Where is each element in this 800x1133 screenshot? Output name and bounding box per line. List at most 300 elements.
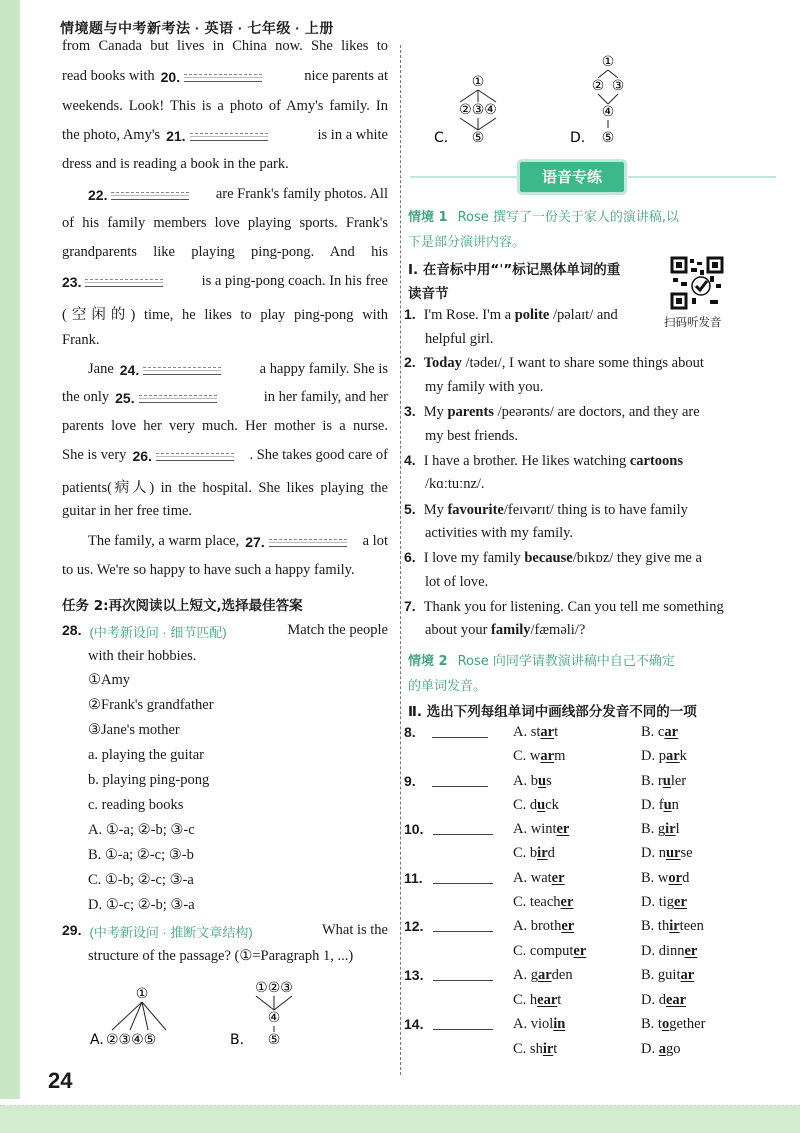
word-suffix: m	[554, 748, 566, 764]
text-line	[408, 675, 486, 694]
structure-diagram-d	[570, 54, 624, 146]
diagram-d-node-1: ①	[601, 54, 615, 70]
word-prefix: D. d	[641, 992, 666, 1008]
hobby-item: c. reading books	[88, 797, 184, 813]
answer-option-text: C. ①-b; ②-c; ③-a	[88, 872, 194, 888]
passage-text: (空闲的) time, he likes to play ping-pong with	[62, 307, 388, 323]
answer-blank[interactable]	[432, 727, 488, 738]
stressed-word: because	[524, 550, 573, 566]
passage-line	[62, 303, 388, 324]
answer-option[interactable]	[88, 897, 195, 914]
hobby-item: b. playing ping-pong	[88, 772, 210, 788]
word-suffix: gether	[669, 1016, 706, 1032]
passage-text: She is very	[62, 447, 127, 463]
passage-text: grandparents like playing ping-pong. And his	[62, 244, 388, 260]
text-line	[404, 918, 493, 934]
section-banner: 语音专练	[520, 162, 624, 192]
item-number: 4.	[404, 452, 416, 468]
word-suffix: go	[665, 1041, 681, 1057]
diagram-b-middle: ④	[267, 1010, 281, 1026]
word-option[interactable]	[641, 943, 697, 960]
word-suffix: l	[675, 821, 680, 837]
answer-option-text: B. ①-a; ②-c; ③-b	[88, 847, 194, 863]
passage-line	[62, 244, 388, 261]
text-line	[404, 967, 493, 983]
diagram-c-bottom: ⑤	[471, 130, 485, 146]
column-divider	[400, 45, 401, 1075]
question-text: What is the	[321, 922, 388, 938]
word-prefix: A. wint	[513, 821, 557, 837]
situation-text: Rose 撰写了一份关于家人的演讲稿,以	[457, 210, 680, 225]
diagram-d-node-5: ⑤	[601, 130, 615, 146]
text-line	[88, 697, 214, 714]
person-item: ③Jane's mother	[88, 722, 180, 738]
underlined-letters: er	[561, 918, 575, 934]
word-option[interactable]	[513, 967, 573, 984]
diagram-a-node-1: ①	[135, 986, 149, 1002]
structure-diagram-a	[90, 986, 166, 1048]
situation-label: 情境 1	[408, 210, 448, 225]
word-option[interactable]	[641, 918, 704, 935]
person-item: ②Frank's grandfather	[88, 697, 214, 713]
word-prefix: B. c	[641, 724, 665, 740]
answer-option[interactable]	[88, 822, 195, 839]
stressed-word: cartoons	[629, 453, 684, 469]
word-option[interactable]	[513, 1041, 557, 1058]
passage-text: dress and is reading a book in the park.	[62, 156, 289, 172]
word-option[interactable]	[513, 821, 569, 838]
underlined-letters: ear	[665, 992, 687, 1008]
structure-diagram-c	[434, 74, 497, 146]
underlined-letters: ur	[665, 845, 681, 861]
underlined-letters: er	[573, 943, 587, 959]
text-line	[425, 379, 543, 396]
item-number: 13.	[404, 967, 424, 983]
phonetic-item	[404, 501, 688, 519]
answer-blank[interactable]	[143, 364, 221, 375]
option-d-label: D.	[570, 130, 586, 146]
passage-text: the photo, Amy's	[62, 127, 161, 143]
word-option[interactable]	[641, 992, 686, 1009]
word-option[interactable]	[641, 894, 687, 911]
underlined-letters: o	[661, 1016, 670, 1032]
blank-number: 21.	[166, 127, 186, 144]
word-option[interactable]	[641, 773, 686, 790]
word-prefix: C. teach	[513, 894, 561, 910]
item-text-post: /tədeɪ/, I want to share some things about	[461, 355, 704, 371]
underlined-letters: er	[674, 894, 687, 910]
underlined-letters: u	[663, 797, 672, 813]
passage-line	[62, 447, 388, 464]
passage-line	[62, 38, 388, 55]
text-line	[62, 622, 388, 641]
question-tag-text: 中考新设问 · 推断文章结构	[93, 925, 249, 940]
option-b-label: B.	[230, 1032, 245, 1048]
underlined-letters: in	[553, 1016, 566, 1032]
passage-line	[62, 476, 388, 497]
text-line	[88, 722, 180, 739]
word-suffix: n	[671, 797, 679, 813]
word-prefix: D. n	[641, 845, 666, 861]
answer-blank[interactable]	[433, 1019, 493, 1030]
word-prefix: B. r	[641, 773, 663, 789]
item-text	[424, 599, 724, 615]
part-title: 读音节	[408, 286, 449, 302]
underlined-letters: ar	[537, 967, 552, 983]
blank-number: 24.	[119, 361, 140, 378]
underlined-letters: ir	[665, 821, 676, 837]
passage-text: parents love her very much. Her mother is a nurse.	[62, 418, 388, 434]
word-prefix: C. comput	[513, 943, 574, 959]
word-prefix: C. b	[513, 845, 538, 861]
text-line	[425, 428, 518, 445]
word-prefix: D. dinn	[641, 943, 685, 959]
blank-number: 27.	[245, 533, 265, 550]
passage-line	[62, 418, 388, 435]
phonetic-item	[404, 452, 683, 470]
underlined-letters: a	[658, 1041, 666, 1057]
blank-number: 25.	[115, 389, 135, 406]
word-option[interactable]	[513, 724, 558, 741]
word-option[interactable]	[641, 967, 694, 984]
text-line	[425, 331, 493, 348]
word-option[interactable]	[641, 724, 678, 741]
phonetic-item	[404, 403, 700, 421]
word-suffix: teen	[679, 918, 704, 934]
passage-line	[88, 186, 388, 203]
answer-blank[interactable]	[432, 776, 488, 787]
blank-number: 20.	[160, 68, 181, 85]
page-footer-band	[0, 1099, 800, 1133]
underlined-letters: u	[537, 797, 546, 813]
passage-text: is in a white	[317, 127, 388, 143]
underlined-letters: ear	[537, 992, 558, 1008]
word-suffix: t	[553, 1041, 558, 1057]
word-prefix: C. sh	[513, 1041, 543, 1057]
item-text-pre: My	[423, 404, 448, 420]
item-text	[424, 453, 683, 469]
qr-caption: 扫码听发音	[664, 315, 722, 329]
word-prefix: A. viol	[513, 1016, 554, 1032]
text-line	[408, 231, 525, 250]
passage-line	[88, 361, 388, 378]
banner-rule-left	[410, 176, 518, 178]
underlined-letters: er	[551, 870, 565, 886]
word-suffix: s	[546, 773, 552, 789]
passage-text: patients(病人) in the hospital. She likes playing the	[62, 480, 388, 496]
word-option[interactable]	[513, 870, 565, 887]
text-line	[88, 747, 204, 764]
question-text: Match the people	[287, 622, 388, 638]
passage-text: to us. We're so happy to have such a happy family.	[62, 562, 355, 578]
word-prefix: B. guit	[641, 967, 681, 983]
text-line	[404, 1016, 493, 1032]
passage-line	[62, 503, 388, 520]
diagram-c-top: ①	[471, 74, 485, 90]
word-prefix: A. st	[513, 724, 541, 740]
question-tag: (中考新设问 · 推断文章结构)	[89, 925, 253, 940]
word-suffix: t	[554, 724, 559, 740]
hobby-item: a. playing the guitar	[88, 747, 204, 763]
answer-blank[interactable]	[111, 189, 189, 200]
word-prefix: D.	[641, 1041, 659, 1057]
item-number: 14.	[404, 1016, 424, 1032]
stressed-word: favourite	[447, 502, 504, 518]
stressed-word: Today	[423, 355, 462, 371]
blank-number: 26.	[132, 447, 152, 464]
word-option[interactable]	[641, 845, 693, 862]
word-option[interactable]	[513, 773, 552, 790]
item-number: 6.	[404, 549, 416, 565]
underlined-letters: er	[560, 894, 574, 910]
underlined-letters: ir	[537, 845, 548, 861]
underlined-letters: ir	[669, 918, 680, 934]
item-text-pre: Thank you for listening. Can you tell me something	[423, 599, 724, 615]
word-option[interactable]	[641, 821, 680, 838]
item-number: 9.	[404, 773, 416, 789]
underlined-letters: ar	[680, 967, 695, 983]
page-header: 情境题与中考新考法 · 英语 · 七年级 · 上册	[60, 20, 334, 36]
text-line	[408, 650, 776, 669]
word-prefix: C. d	[513, 797, 538, 813]
word-prefix: C. h	[513, 992, 538, 1008]
question-text: with their hobbies.	[88, 648, 197, 664]
word-option[interactable]	[641, 870, 689, 887]
question-number: 29.	[62, 922, 82, 938]
passage-line	[62, 332, 388, 349]
text-line	[88, 648, 196, 665]
passage-line	[62, 68, 388, 85]
passage-text: read books with	[62, 68, 155, 84]
item-number: 8.	[404, 724, 416, 740]
word-prefix: D. tig	[641, 894, 675, 910]
passage-text: . She takes good care of	[249, 447, 388, 463]
underlined-letters: ir	[542, 1041, 554, 1057]
diagram-d-node-3: ③	[611, 78, 625, 94]
text-line	[425, 476, 485, 493]
word-prefix: B. t	[641, 1016, 662, 1032]
item-text-pre: I have a brother. He likes watching	[423, 453, 630, 469]
item-text-pre: My	[423, 502, 448, 518]
passage-text: in her family, and her	[263, 389, 388, 405]
blank-number: 23.	[62, 273, 82, 290]
text-line	[404, 821, 493, 837]
item-text-line2: lot of love.	[425, 574, 489, 590]
word-suffix: ler	[670, 773, 687, 789]
item-text-post: /peərənts/ are doctors, and they are	[493, 404, 700, 420]
qr-code-icon[interactable]	[670, 256, 724, 310]
part-title: Ⅱ. 选出下列每组单词中画线部分发音不同的一项	[408, 704, 697, 720]
diagram-d-node-2: ②	[591, 78, 605, 94]
item-number: 1.	[404, 306, 416, 322]
phonetic-item	[404, 598, 724, 616]
stressed-word: family	[491, 622, 531, 638]
passage-text: guitar in her free time.	[62, 503, 193, 519]
structure-diagram-b	[230, 980, 293, 1048]
word-prefix: A. b	[513, 773, 538, 789]
answer-blank[interactable]	[156, 450, 234, 461]
item-text	[424, 355, 704, 371]
answer-blank[interactable]	[139, 392, 217, 403]
underlined-letters: ar	[540, 748, 555, 764]
word-option[interactable]	[641, 797, 679, 814]
word-option[interactable]	[513, 1016, 565, 1033]
answer-blank[interactable]	[184, 71, 262, 82]
word-option[interactable]	[513, 918, 574, 935]
word-prefix: D. p	[641, 748, 666, 764]
word-option[interactable]	[641, 1016, 705, 1033]
word-suffix: den	[551, 967, 573, 983]
word-option[interactable]	[513, 992, 561, 1009]
answer-blank[interactable]	[433, 970, 493, 981]
answer-blank[interactable]	[269, 536, 347, 547]
item-text-post: /pəlaɪt/ and	[549, 307, 618, 323]
answer-option-text: D. ①-c; ②-b; ③-a	[88, 897, 195, 913]
passage-line	[88, 533, 388, 550]
text-line	[408, 282, 449, 303]
item-text-post: /feɪvərɪt/ thing is to have family	[503, 502, 688, 518]
word-prefix: B. w	[641, 870, 669, 886]
structure-diagrams-cd	[420, 50, 660, 150]
passage-text: Jane	[88, 361, 114, 377]
answer-option-text: A. ①-a; ②-b; ③-c	[88, 822, 195, 838]
word-suffix: t	[557, 992, 562, 1008]
text-line	[88, 772, 209, 789]
underlined-letters: or	[668, 870, 683, 886]
text-line	[88, 948, 353, 965]
answer-blank[interactable]	[190, 130, 268, 141]
word-option[interactable]	[641, 1041, 680, 1058]
passage-line	[62, 562, 388, 579]
question-tag-text: 中考新设问 · 细节匹配	[93, 625, 223, 640]
passage-line	[62, 389, 388, 406]
word-option[interactable]	[513, 748, 565, 765]
text-line	[404, 870, 493, 886]
word-suffix: d	[682, 870, 690, 886]
page-number: 24	[48, 1068, 73, 1093]
underlined-letters: u	[537, 773, 547, 789]
underlined-letters: u	[662, 773, 671, 789]
item-text	[424, 550, 702, 566]
answer-blank[interactable]	[433, 873, 493, 884]
passage-text: the only	[62, 389, 110, 405]
item-text-line2: my best friends.	[425, 428, 519, 444]
situation-text: 的单词发音。	[408, 679, 487, 694]
passage-line	[62, 215, 388, 232]
diagram-a-children: ②③④⑤	[106, 1032, 157, 1048]
answer-blank[interactable]	[85, 276, 163, 287]
item-number: 10.	[404, 821, 424, 837]
item-text-pre: about your	[425, 622, 492, 638]
item-text-post: /bɪkɒz/ they give me a	[572, 550, 702, 566]
underlined-letters: ar	[540, 724, 555, 740]
passage-text: of his family members love playing sports. Frank's	[62, 215, 388, 231]
answer-option[interactable]	[88, 872, 194, 889]
word-prefix: B. g	[641, 821, 666, 837]
item-text-line2: my family with you.	[425, 379, 544, 395]
text-line	[408, 700, 697, 721]
answer-blank[interactable]	[433, 824, 493, 835]
word-option[interactable]	[641, 748, 687, 765]
item-text-post: /fæməli/?	[530, 622, 586, 638]
word-suffix: k	[679, 748, 687, 764]
item-number: 11.	[404, 870, 423, 886]
answer-blank[interactable]	[433, 921, 493, 932]
item-text-pre: I'm Rose. I'm a	[423, 307, 515, 323]
structure-diagrams-ab	[80, 978, 400, 1058]
passage-text: from Canada but lives in China now. She likes to	[62, 38, 388, 54]
word-prefix: C. w	[513, 748, 541, 764]
blank-number: 22.	[88, 186, 108, 203]
person-item: ①Amy	[88, 672, 130, 688]
situation-label: 情境 2	[408, 654, 448, 669]
question-tag: (中考新设问 · 细节匹配)	[89, 625, 227, 640]
word-prefix: A. wat	[513, 870, 552, 886]
banner-rule-right	[628, 176, 776, 178]
item-text-pre: I love my family	[423, 550, 525, 566]
word-option[interactable]	[513, 894, 573, 911]
underlined-letters: ar	[665, 748, 680, 764]
phonetic-item	[404, 354, 704, 372]
word-option[interactable]	[513, 845, 555, 862]
word-prefix: B. th	[641, 918, 670, 934]
page-margin-decoration	[0, 0, 20, 1133]
passage-text: a lot	[362, 533, 388, 549]
text-line	[88, 797, 183, 814]
stressed-word: polite	[514, 307, 550, 323]
passage-text: The family, a warm place,	[88, 533, 240, 549]
phonetic-item	[404, 306, 618, 324]
item-number: 3.	[404, 403, 416, 419]
passage-text: Frank.	[62, 332, 100, 348]
text-line	[404, 724, 488, 740]
word-option[interactable]	[513, 797, 559, 814]
situation-text: 下是部分演讲内容。	[408, 235, 526, 250]
question-text: structure of the passage? (①=Paragraph 1, ...)	[88, 948, 354, 964]
diagram-c-middle: ②③④	[459, 102, 497, 118]
word-prefix: A. broth	[513, 918, 562, 934]
item-number: 2.	[404, 354, 416, 370]
item-text-line2: helpful girl.	[425, 331, 494, 347]
passage-line	[62, 156, 388, 173]
underlined-letters: er	[684, 943, 698, 959]
word-option[interactable]	[513, 943, 586, 960]
word-prefix: A. g	[513, 967, 538, 983]
stressed-word: parents	[447, 404, 494, 420]
passage-text: are Frank's family photos. All	[215, 186, 388, 202]
item-text	[424, 502, 688, 518]
passage-text: nice parents at	[304, 68, 388, 84]
passage-line	[62, 98, 388, 115]
diagram-b-bottom: ⑤	[267, 1032, 281, 1048]
word-suffix: d	[547, 845, 555, 861]
task-title: 任务 2:再次阅读以上短文,选择最佳答案	[62, 598, 303, 614]
text-line	[425, 574, 488, 591]
item-number: 7.	[404, 598, 416, 614]
option-a-label: A.	[90, 1032, 104, 1048]
text-line	[404, 773, 488, 789]
text-line	[408, 258, 620, 279]
answer-option[interactable]	[88, 847, 194, 864]
text-line	[62, 922, 388, 941]
question-number: 28.	[62, 622, 82, 638]
item-number: 12.	[404, 918, 424, 934]
passage-line	[62, 273, 388, 290]
item-text-line2: activities with my family.	[425, 525, 574, 541]
text-line	[425, 622, 585, 639]
text-line	[408, 206, 776, 225]
word-suffix: ck	[545, 797, 559, 813]
